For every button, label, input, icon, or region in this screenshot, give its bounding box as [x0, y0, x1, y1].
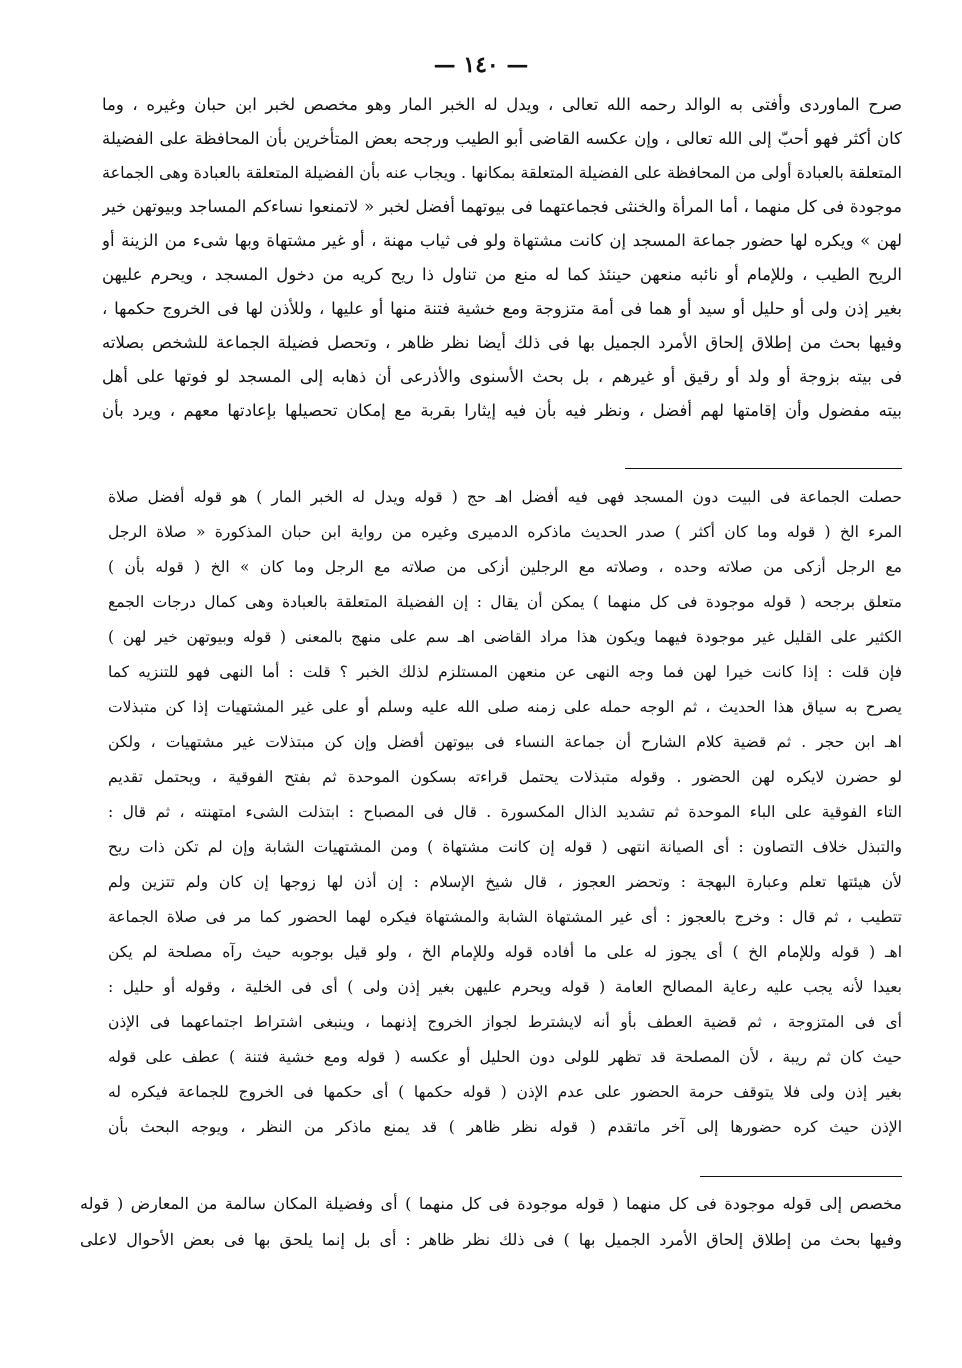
footnote-line: مع الرجل أزكى من صلاته وحده ، وصلاته مع الرجلين أزكى من صلاته مع الرجل وما كان » الخ ( قوله بأن ): [108, 558, 902, 576]
footnote-line: الإذن حيث كره حضورها إلى آخر ماتقدم ( قوله نظر ظاهر ) قد يمنع ماذكر من النظر ، ويوجه البحث بأن: [108, 1118, 902, 1136]
main-text-line: صرح الماوردى وأفتى به الوالد رحمه الله تعالى ، ويدل له الخبر المار وهو مخصص لخبر ابن حبان وغيره ، وما: [102, 95, 902, 114]
page-number: — ١٤٠ —: [433, 52, 529, 78]
main-text-line: الريح الطيب ، وللإمام أو نائبه منعهن حينئذ كما له منع من تناول ذا ريح كريه من دخول المسجد ، ويحرم عليهن: [102, 265, 902, 284]
footnote-line: وفيها بحث من إطلاق إلحاق الأمرد الجميل بها ) فى ذلك نظر ظاهر : أى بل إنما يلحق بها فى بعض الأحوال لاعلى: [80, 1230, 902, 1249]
footnote-line: التاء الفوقية على الباء الموحدة ثم تشديد الذال المكسورة . قال فى المصباح : ابتذلت الشىء امتهنته ، ثم قال :: [108, 803, 902, 821]
footnote-line: حصلت الجماعة فى البيت دون المسجد فهى فيه أفضل اهـ حج ( قوله ويدل له الخبر المار ) هو قوله أفضل صلاة: [108, 488, 902, 506]
footnote-block-1: [108, 480, 902, 1145]
main-text-line: بيته مفضول وأن إقامتها لهم أفضل ، ونظر فيه بأن فيه إيثارا بقربة مع إمكان تحصيلها بإعادتها معهم ، ويرد بأن: [102, 401, 902, 420]
main-text-line: فى بيته بزوجة أو ولد أو رقيق أو غيرهم ، بل بحث الأسنوى والأذرعى أن ذهابه إلى المسجد لو فوتها على أهل: [102, 367, 902, 386]
footnote-line: حيث كان ثم ريبة ، لأن المصلحة قد تظهر للولى دون الحليل أو عكسه ( قوله ومع خشية فتنة ) عطف على قوله: [108, 1048, 902, 1066]
main-text-line: المتعلقة بالعبادة أولى من المحافظة على الفضيلة المتعلقة بمكانها . ويجاب عنه بأن الفضيلة المتعلقة بالعبادة وهى الجماعة: [102, 163, 902, 182]
secondary-footnote-divider: [700, 1176, 902, 1177]
main-text-line: كان أكثر فهو أحبّ إلى الله تعالى ، وإن عكسه القاضى أبو الطيب ورجحه بعض المتأخرين بأن المحافظة على الفضيلة: [102, 129, 902, 148]
footnote-line: يصرح به سياق هذا الحديث ، ثم الوجه حمله على زمنه صلى الله عليه وسلم أو على غير المشتهيات إذا كن متبذلات: [108, 698, 902, 716]
footnote-line: لأن هيئتها تعلم وعبارة البهجة : وتحضر العجوز ، قال شيخ الإسلام : إن أذن لها زوجها إن كان ولم تتزين ولم: [108, 873, 902, 891]
footnote-line: فإن قلت : إذا كانت خيرا لهن فما وجه النهى عن منعهن المستلزم لذلك الخبر ؟ قلت : أما النهى فهو للتنزيه كما: [108, 663, 902, 681]
main-text-block: [102, 88, 902, 428]
footnote-line: لو حضرن لايكره لهن الحضور . وقوله متبذلات يحتمل قراءته بسكون الموحدة ثم بفتح الفوقية ، ويحتمل تقديم: [108, 768, 902, 786]
footnote-line: أى فى المتزوجة ، ثم قضية العطف بأو أنه لايشترط لجواز الخروج إذنهما ، وينبغى اشتراط اجتماعهما فى الإذن: [108, 1013, 902, 1031]
footnote-line: اهـ ( قوله وللإمام الخ ) أى يجوز له على ما أفاده قوله وللإمام الخ ، ولو قيل بوجوبه حيث رآه مصلحة لم يكن: [108, 943, 902, 961]
footnote-line: الكثير على القليل غير موجودة فيهما ويكون هذا مراد القاضى اهـ سم على منهج بالمعنى ( قوله وبيوتهن خير لهن ): [108, 628, 902, 646]
footnote-line: والتبذل خلاف التصاون : أى الصيانة انتهى ( قوله إن كانت مشتهاة ) ومن المشتهيات الشابة وإن لم تكن ذات ريح: [108, 838, 902, 856]
main-text-line: وفيها بحث من إطلاق إلحاق الأمرد الجميل بها فى ذلك أيضا نظر ظاهر ، وتحصل فضيلة الجماعة للشخص بصلاته: [102, 333, 902, 352]
footnote-block-2: [80, 1186, 902, 1258]
main-text-line: لهن » ويكره لها حضور جماعة المسجد إن كانت مشتهاة ولو فى ثياب مهنة ، أو غير مشتهاة وبها شىء من الزينة أو: [102, 231, 902, 250]
footnote-line: تتطيب ، ثم قال : وخرج بالعجوز : أى غير المشتهاة الشابة والمشتهاة فيكره لهما الحضور كما مر فى صلاة الجماعة: [108, 908, 902, 926]
footnote-line: اهـ ابن حجر . ثم قضية كلام الشارح أن جماعة النساء فى بيوتهن أفضل وإن كن مبتذلات غير مشتهيات ، ولكن: [108, 733, 902, 751]
main-text-line: موجودة فى كل منهما ، أما المرأة والخنثى فجماعتهما فى بيوتهما أفضل لخبر « لاتمنعوا نساءكم المساجد وبيوتهن خير: [102, 197, 902, 216]
footnote-line: بغير إذن ولى فلا يتوقف حرمة الحضور على عدم الإذن ( قوله حكمها ) أى حكمها فى الخروج للجماعة فيكره له: [108, 1083, 902, 1101]
footnote-line: مخصص إلى قوله موجودة فى كل منهما ( قوله موجودة فى كل منهما ) أى وفضيلة المكان سالمة من المعارض ( قوله: [80, 1194, 902, 1213]
footnote-line: المرء الخ ( قوله وما كان أكثر ) صدر الحديث ماذكره الدميرى وغيره من رواية ابن حبان المذكورة « صلاة الرجل: [108, 523, 902, 541]
footnote-line: متعلق برجحه ( قوله موجودة فى كل منهما ) يمكن أن يقال : إن الفضيلة المتعلقة بالعبادة وهى كمال درجات الجمع: [108, 593, 902, 611]
main-text-line: بغير إذن ولى أو حليل أو سيد أو هما فى أمة متزوجة ومع خشية فتنة منها أو عليها ، وللأذن لها فى الخروج حكمها ،: [102, 299, 902, 318]
footnote-line: بعيدا لأنه يجب عليه رعاية المصالح العامة ( قوله ويحرم عليهن بغير إذن ولى ) أى فى الخلية ، وقوله أو حليل :: [108, 978, 902, 996]
footnote-divider: [625, 468, 902, 469]
